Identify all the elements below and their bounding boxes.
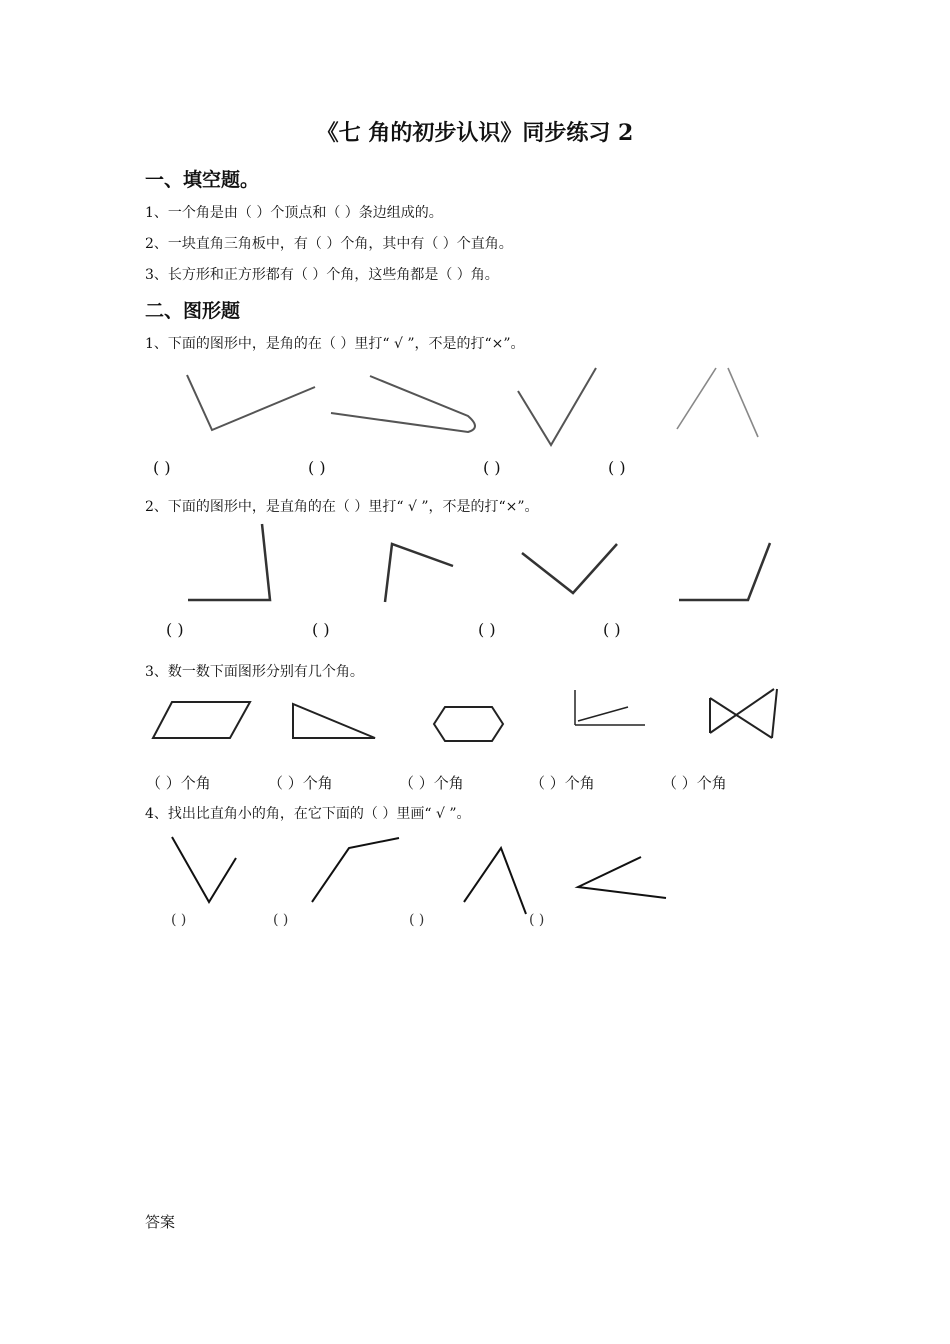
q4-figure-2: [312, 838, 399, 902]
q4-answer-paren-1[interactable]: ( ): [171, 912, 187, 928]
question-2-4: 4、找出比直角小的角，在它下面的（ ）里画“ √ ”。: [145, 806, 471, 822]
q3-count-4[interactable]: （ ）个角: [530, 774, 595, 792]
q4-answer-paren-4[interactable]: ( ): [529, 912, 545, 928]
section-heading-figures: 二、图形题: [145, 300, 241, 322]
q4-answer-paren-2[interactable]: ( ): [273, 912, 289, 928]
q3-count-5[interactable]: （ ）个角: [662, 774, 727, 792]
q3-count-2[interactable]: （ ）个角: [268, 774, 333, 792]
question-1-2: 2、一块直角三角板中，有（ ）个角，其中有（ ）个直角。: [145, 236, 513, 252]
q1-answer-paren-1[interactable]: ( ): [153, 458, 171, 477]
question-1-1: 1、一个角是由（ ）个顶点和（ ）条边组成的。: [145, 205, 443, 221]
q1-answer-paren-4[interactable]: ( ): [608, 458, 626, 477]
q4-figure-4: [578, 857, 666, 898]
question-2-2: 2、下面的图形中，是直角的在（ ）里打“ √ ”，不是的打“×”。: [145, 499, 539, 515]
q3-count-3[interactable]: （ ）个角: [399, 774, 464, 792]
q1-answer-paren-3[interactable]: ( ): [483, 458, 501, 477]
q2-answer-paren-3[interactable]: ( ): [478, 620, 496, 639]
q2-answer-paren-2[interactable]: ( ): [312, 620, 330, 639]
q2-answer-paren-4[interactable]: ( ): [603, 620, 621, 639]
q4-answer-paren-3[interactable]: ( ): [409, 912, 425, 928]
q1-answer-paren-2[interactable]: ( ): [308, 458, 326, 477]
q4-figure-3: [464, 848, 526, 914]
q3-count-1[interactable]: （ ）个角: [146, 774, 211, 792]
section-heading-fill-blank: 一、填空题。: [145, 169, 260, 191]
question-1-3: 3、长方形和正方形都有（ ）个角，这些角都是（ ）角。: [145, 267, 499, 283]
page-title: 《七 角的初步认识》同步练习 2: [316, 120, 634, 146]
answer-heading: 答案: [145, 1213, 176, 1231]
question-2-3: 3、数一数下面图形分别有几个角。: [145, 664, 364, 680]
question-2-1: 1、下面的图形中，是角的在（ ）里打“ √ ”，不是的打“×”。: [145, 336, 525, 352]
q4-figure-1: [172, 837, 236, 902]
q2-answer-paren-1[interactable]: ( ): [166, 620, 184, 639]
